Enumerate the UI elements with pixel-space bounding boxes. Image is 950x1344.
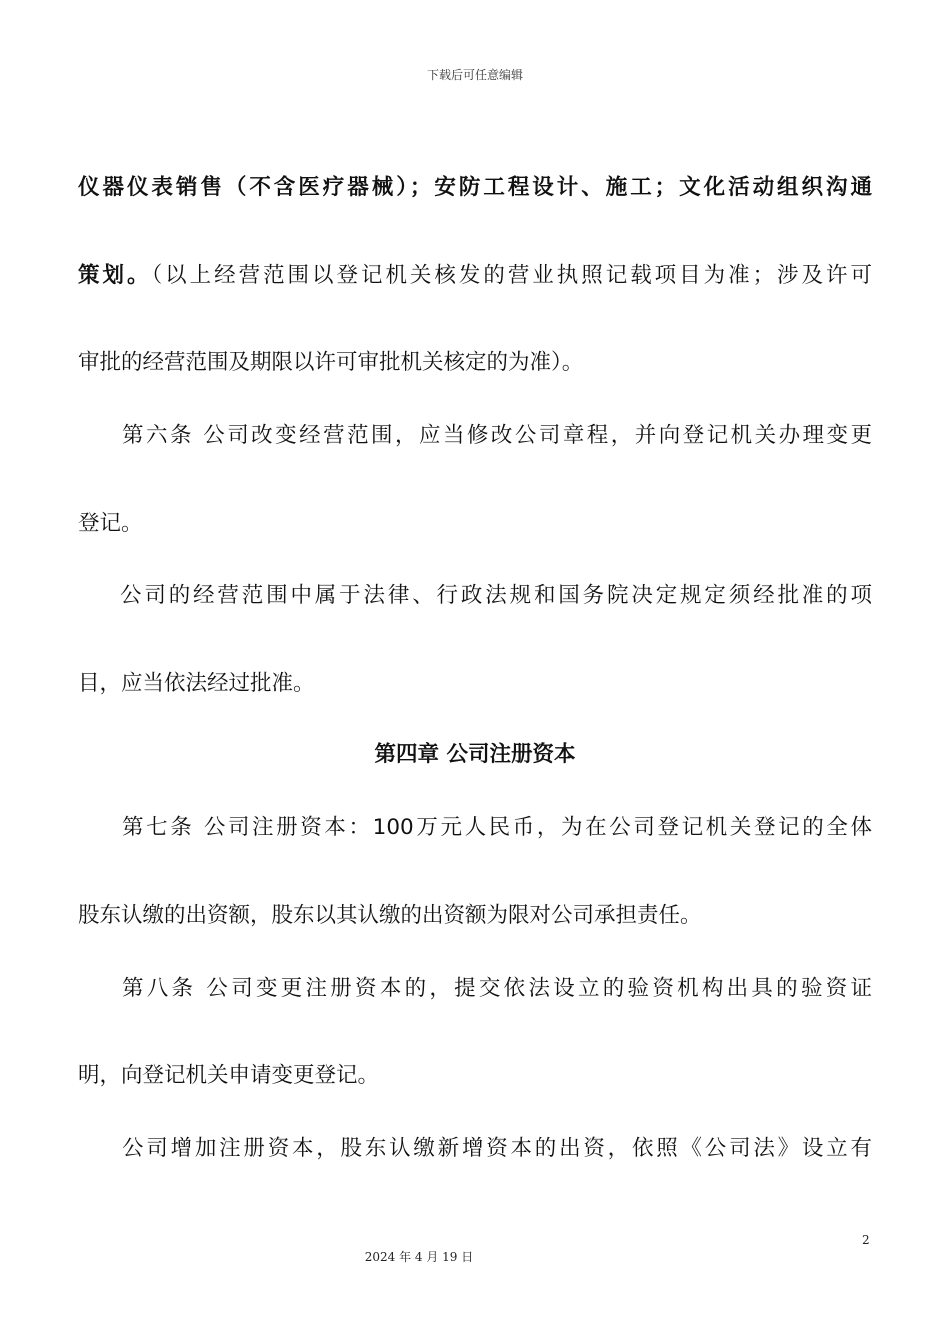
paragraph-line: 仪器仪表销售（不含医疗器械）；安防工程设计、施工；文化活动组织沟通 <box>78 175 872 200</box>
paragraph-line: 登记。 <box>78 511 143 536</box>
article-8-text: 第八条 公司变更注册资本的，提交依法设立的验资机构出具的验资证 <box>122 976 872 1001</box>
paragraph-line: 公司增加注册资本，股东认缴新增资本的出资，依照《公司法》设立有 <box>122 1136 872 1161</box>
paragraph-line: 公司的经营范围中属于法律、行政法规和国务院决定规定须经批准的项 <box>120 583 872 608</box>
page-header: 下载后可任意编辑 <box>426 68 523 82</box>
page-footer-date: 2024 年 4 月 19 日 <box>364 1250 474 1264</box>
bold-text: 策划。 <box>78 263 152 288</box>
chapter-heading: 第四章 公司注册资本 <box>374 742 576 767</box>
normal-text: （以上经营范围以登记机关核发的营业执照记载项目为准；涉及许可 <box>151 263 872 288</box>
paragraph-line: 股东认缴的出资额，股东以其认缴的出资额为限对公司承担责任。 <box>78 903 702 928</box>
paragraph-line: 明，向登记机关申请变更登记。 <box>78 1063 380 1088</box>
paragraph-line: 审批的经营范围及期限以许可审批机关核定的为准）。 <box>78 350 584 375</box>
paragraph-line: 目，应当依法经过批准。 <box>78 671 315 696</box>
page-number: 2 <box>862 1233 870 1247</box>
article-7-text: 第七条 公司注册资本：100万元人民币，为在公司登记机关登记的全体 <box>122 815 872 840</box>
article-6-text: 第六条 公司改变经营范围，应当修改公司章程，并向登记机关办理变更 <box>122 423 872 448</box>
paragraph-line <box>78 262 872 290</box>
